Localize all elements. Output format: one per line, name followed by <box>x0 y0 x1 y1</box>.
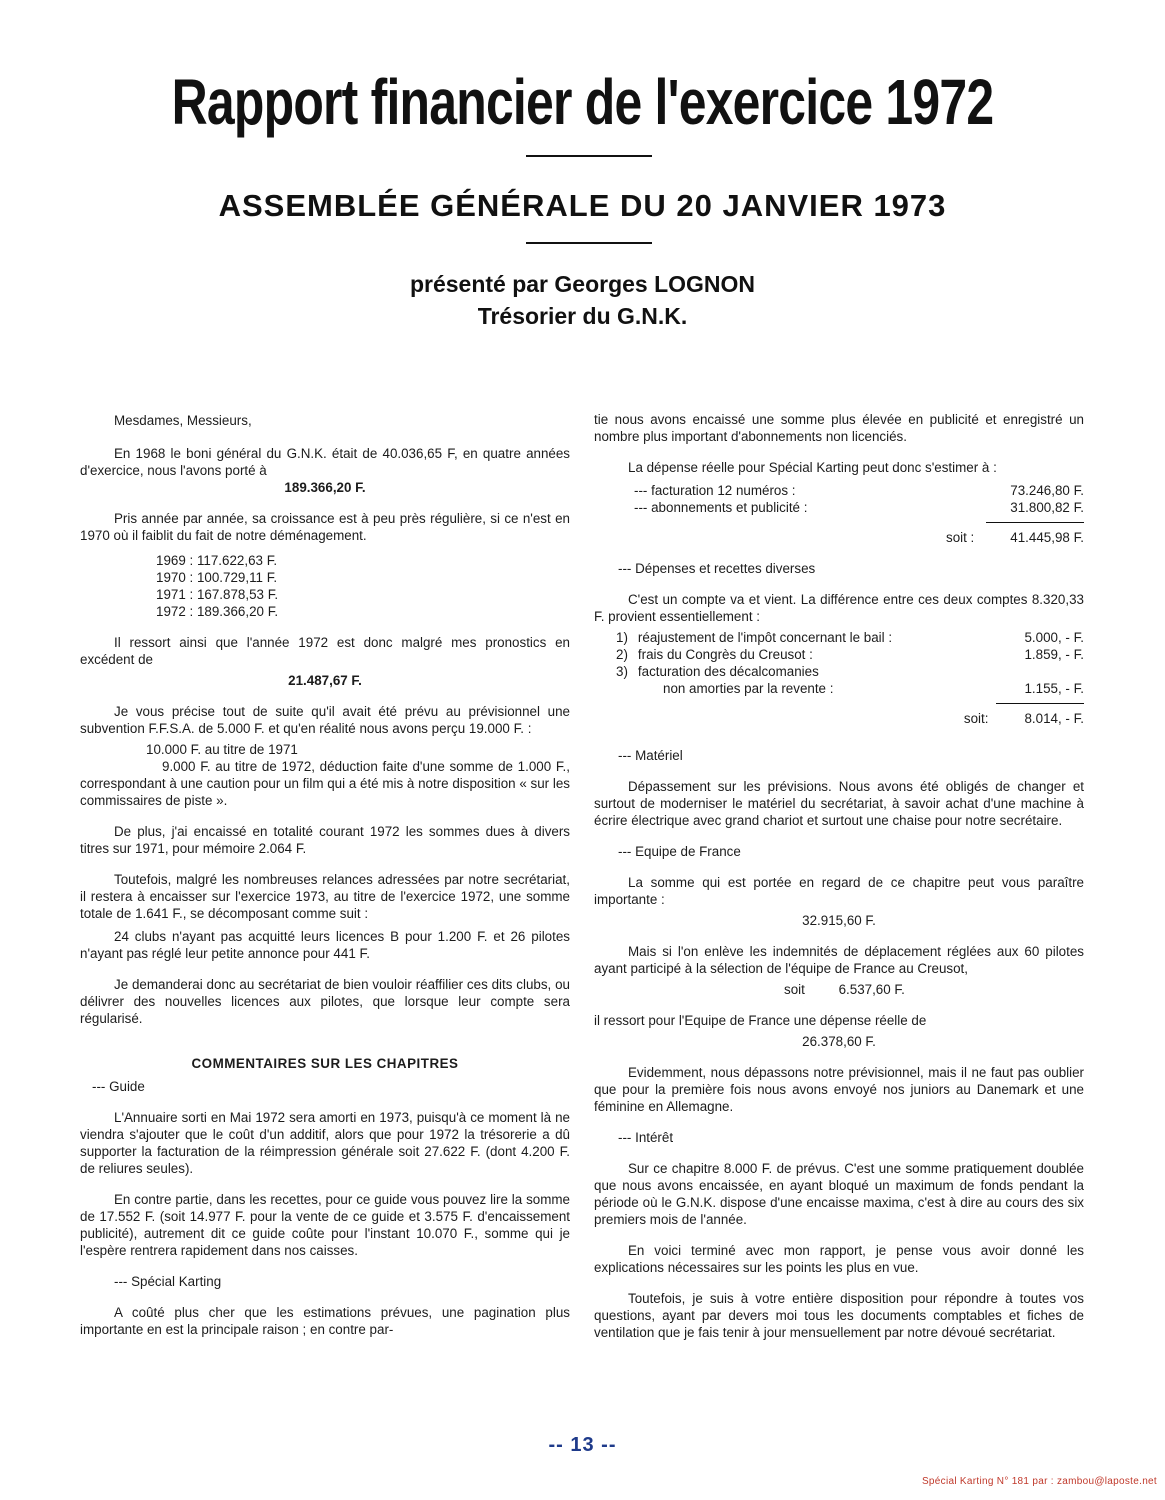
amount: 6.537,60 F. <box>838 982 905 997</box>
expense-label: frais du Congrès du Creusot : <box>637 647 813 662</box>
expense-row <box>616 663 1084 680</box>
cost-row <box>634 482 1084 499</box>
expense-value: 5.000, - F. <box>1024 630 1084 645</box>
paragraph: En contre partie, dans les recettes, pour ce guide vous pouvez lire la somme de 17.552 F. (soit 14.977 F. pour la vente de ce guide et 3.575 F. d'encaissement publicité), autrement dit ce guide coûte pour l'instant 10.070 F., somme qui je l'espère rentrera rapidement dans nos caisses. <box>80 1192 570 1258</box>
subsection-label: --- Spécial Karting <box>114 1274 222 1289</box>
paragraph: En voici terminé avec mon rapport, je pense vous avoir donné les explications nécessaires sur les points les plus en vue. <box>594 1243 1084 1275</box>
cost-list <box>594 482 1084 546</box>
paragraph: Evidemment, nous dépassons notre prévisionnel, mais il ne faut pas oublier que pour la première fois nous avons envoyé nos juniors au Danemark et une féminine en Allemagne. <box>594 1065 1084 1114</box>
expense-value: 1.859, - F. <box>1024 647 1084 662</box>
expense-row <box>616 646 1084 663</box>
expense-label: non amorties par la revente : <box>663 681 834 696</box>
expense-row <box>616 680 1084 697</box>
paragraph: L'Annuaire sorti en Mai 1972 sera amorti en 1973, puisqu'à ce moment là ne viendra s'ajouter que le coût d'un additif, alors que pour 1972 la trésorerie a dû supporter la facturation de la réimpression générale soit 27.622 F. (dont 4.200 F. de reliures seules). <box>80 1110 570 1176</box>
page-subtitle: ASSEMBLÉE GÉNÉRALE DU 20 JANVIER 1973 <box>218 188 947 223</box>
paragraph: Toutefois, je suis à votre entière disposition pour répondre à toutes vos questions, ayant par devers moi tous les documents comptables et fiches de ventilation que je fais tenir à jour mensuellement par notre dévoué secrétariat. <box>594 1291 1084 1340</box>
subsidy-line: 9.000 F. au titre de 1972, déduction faite d'une somme de 1.000 F., correspondant à une caution pour un film qui a été mis à notre disposition « sur les commissaires de piste ». <box>80 759 570 808</box>
soit-row <box>784 981 1084 998</box>
right-column <box>594 411 1084 1355</box>
paragraph: La somme qui est portée en regard de ce chapitre peut vous paraître importante : <box>594 875 1084 907</box>
expense-list <box>594 629 1084 727</box>
sum-row <box>594 710 1084 727</box>
paragraph: il ressort pour l'Equipe de France une dépense réelle de <box>594 1013 927 1028</box>
subsection-label: --- Matériel <box>618 748 683 763</box>
cost-value: 73.246,80 F. <box>1010 483 1084 498</box>
subsection-label: --- Guide <box>92 1079 145 1094</box>
sum-value: 41.445,98 F. <box>1010 530 1084 545</box>
paragraph: En 1968 le boni général du G.N.K. était de 40.036,65 F, en quatre années d'exercice, nous l'avons porté à <box>80 446 570 478</box>
page-number: -- 13 -- <box>548 1434 617 1456</box>
sum-label: soit : <box>946 530 975 545</box>
soit-label: soit <box>784 982 805 997</box>
presenter-block <box>0 268 1165 332</box>
cost-label: --- facturation 12 numéros : <box>634 483 796 498</box>
presenter-name: présenté par Georges LOGNON <box>409 271 756 297</box>
source-note: Spécial Karting N° 181 par : zambou@laposte.net <box>921 1476 1157 1487</box>
paragraph: Toutefois, malgré les nombreuses relances adressées par notre secrétariat, il restera à encaisser sur l'exercice 1973, au titre de l'exercice 1972, une somme totale de 1.641 F., se décomposant comme suit : <box>80 872 570 921</box>
subsection-label: --- Equipe de France <box>618 844 741 859</box>
expense-row <box>616 629 1084 646</box>
sum-label: soit: <box>963 711 989 726</box>
subsection-label: --- Intérêt <box>618 1130 674 1145</box>
year-row: 1969 : 117.622,63 F. <box>156 553 278 568</box>
subsection-label: --- Dépenses et recettes diverses <box>618 561 816 576</box>
paragraph: Je vous précise tout de suite qu'il avait été prévu au prévisionnel une subvention F.F.S.A. de 5.000 F. et qu'en réalité nous avons perçu 19.000 F. : <box>80 704 570 736</box>
paragraph: Je demanderai donc au secrétariat de bien vouloir réaffilier ces dits clubs, ou délivrer des nouvelles licences aux pilotes, que lorsque leur compte sera régularisé. <box>80 977 570 1026</box>
expense-num: 2) <box>616 647 628 662</box>
paragraph: Dépassement sur les prévisions. Nous avons été obligés de changer et surtout de moderniser le matériel du secrétariat, à savoir achat d'une machine à écrire électrique avec grand chariot et surtout une chaise pour notre secrétaire. <box>594 779 1084 828</box>
subtitle-divider <box>526 242 652 244</box>
cost-label: --- abonnements et publicité : <box>634 500 808 515</box>
sum-row <box>594 529 1084 546</box>
paragraph: Pris année par année, sa croissance est à peu près régulière, si ce n'est en 1970 où il faiblit du fait de notre déménagement. <box>80 511 570 543</box>
paragraph: Il ressort ainsi que l'année 1972 est donc malgré mes pronostics en excédent de <box>80 635 570 667</box>
cost-row <box>634 499 1084 516</box>
yearly-list <box>156 552 570 620</box>
paragraph: Mais si l'on enlève les indemnités de déplacement réglées aux 60 pilotes ayant participé à la sélection de l'équipe de France au Creusot, <box>594 944 1084 976</box>
year-row: 1970 : 100.729,11 F. <box>156 570 278 585</box>
paragraph: A coûté plus cher que les estimations prévues, une pagination plus importante en est la principale raison ; en contre par- <box>80 1305 570 1337</box>
year-row: 1972 : 189.366,20 F. <box>156 604 279 619</box>
year-row: 1971 : 167.878,53 F. <box>156 587 279 602</box>
amount: 26.378,60 F. <box>802 1034 876 1049</box>
paragraph: La dépense réelle pour Spécial Karting peut donc s'estimer à : <box>628 460 997 475</box>
left-column <box>80 412 570 1352</box>
sum-rule <box>986 522 1084 523</box>
expense-num: 1) <box>616 630 628 645</box>
paragraph: 24 clubs n'ayant pas acquitté leurs licences B pour 1.200 F. et 26 pilotes n'ayant pas réglé leur petite annonce pour 441 F. <box>80 929 570 961</box>
page-title: Rapport financier de l'exercice 1972 <box>171 66 994 138</box>
expense-label: facturation des décalcomanies <box>637 664 819 679</box>
paragraph: Sur ce chapitre 8.000 F. de prévus. C'est une somme pratiquement doublée que nous avons encaissée, en ayant bloqué un maximum de fonds pendant la période où le G.N.K. dispose d'une encaisse maxima, c'est à dire au cours des six premiers mois de l'année. <box>594 1161 1084 1227</box>
expense-label: réajustement de l'impôt concernant le bail : <box>637 630 893 645</box>
amount: 189.366,20 F. <box>284 480 366 495</box>
subsidy-line: 10.000 F. au titre de 1971 <box>146 742 298 757</box>
paragraph: C'est un compte va et vient. La différence entre ces deux comptes 8.320,33 F. provient essentiellement : <box>594 592 1084 624</box>
sum-value: 8.014, - F. <box>1024 711 1084 726</box>
cost-value: 31.800,82 F. <box>1010 500 1084 515</box>
salutation: Mesdames, Messieurs, <box>114 413 252 428</box>
expense-value: 1.155, - F. <box>1024 681 1084 696</box>
presenter-role: Trésorier du G.N.K. <box>477 303 688 329</box>
sum-rule <box>996 703 1084 704</box>
amount: 32.915,60 F. <box>802 913 876 928</box>
paragraph: De plus, j'ai encaissé en totalité courant 1972 les sommes dues à divers titres sur 1971, pour mémoire 2.064 F. <box>80 824 570 856</box>
expense-num: 3) <box>616 664 628 679</box>
title-divider <box>526 155 652 157</box>
paragraph: tie nous avons encaissé une somme plus élevée en publicité et enregistré un nombre plus important d'abonnements non licenciés. <box>594 412 1084 444</box>
section-heading: COMMENTAIRES SUR LES CHAPITRES <box>191 1056 459 1071</box>
amount: 21.487,67 F. <box>288 673 362 688</box>
